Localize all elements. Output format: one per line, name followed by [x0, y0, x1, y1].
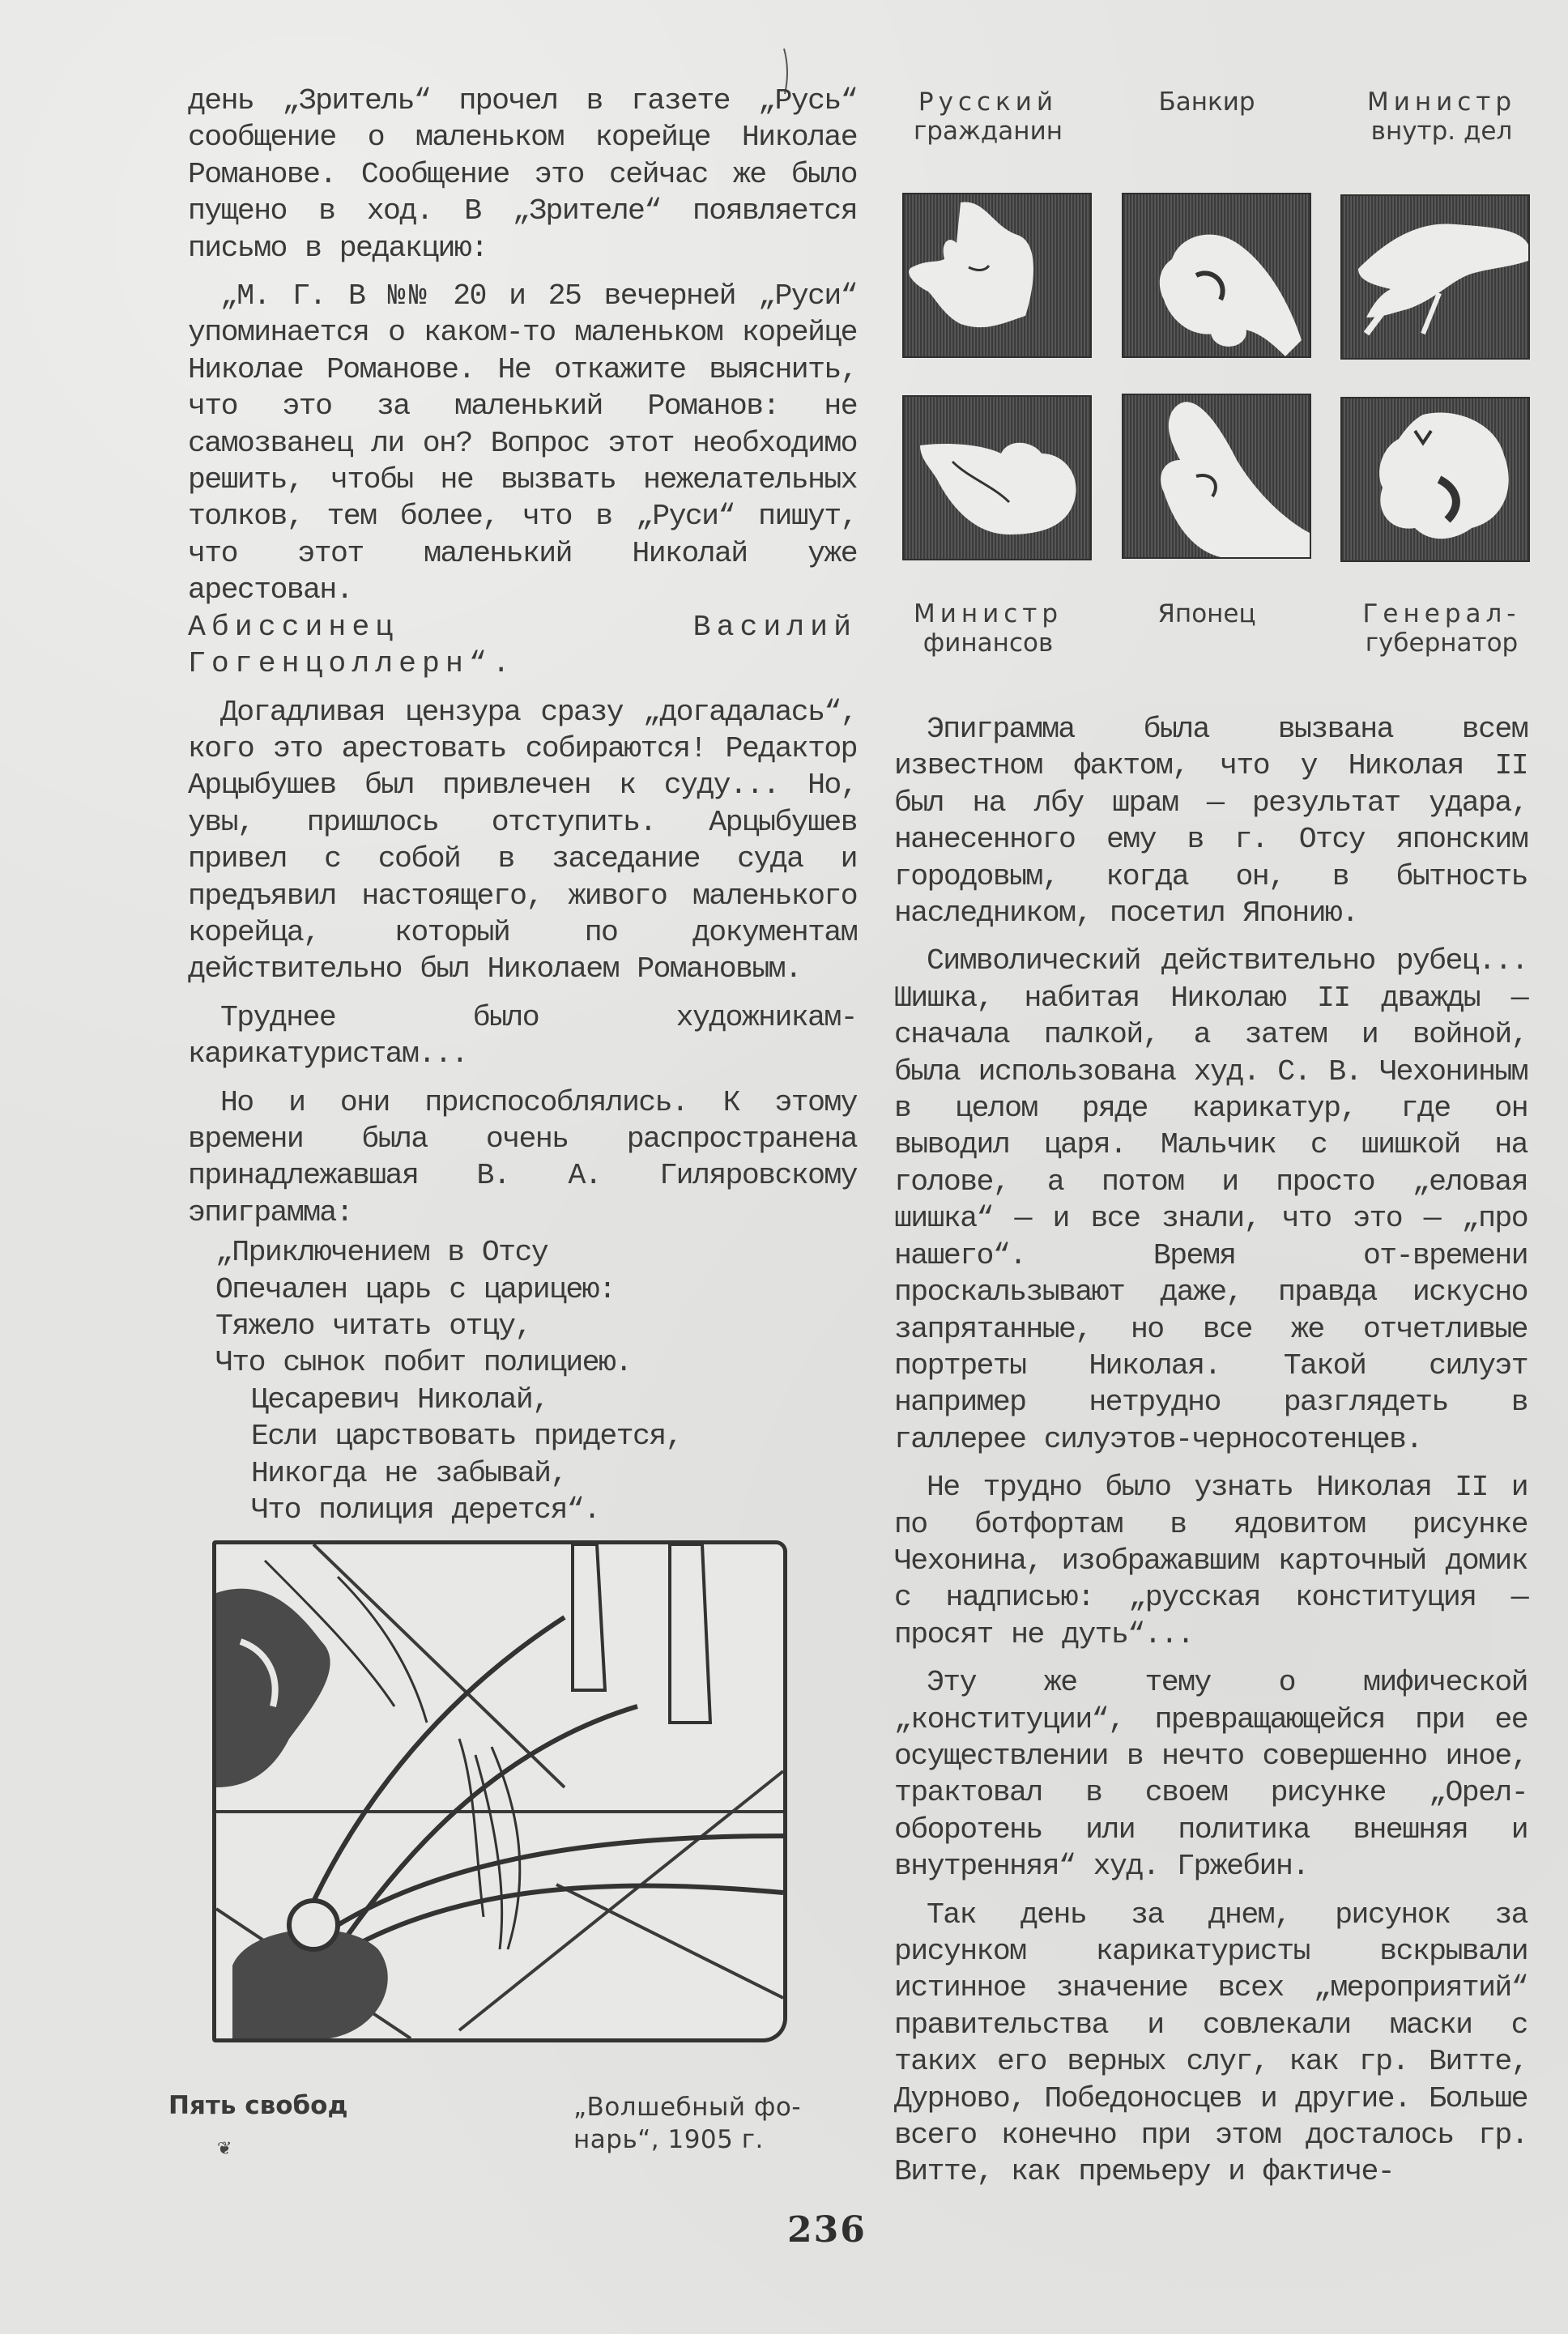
caption-line: нарь“, 1905 г. — [573, 2125, 764, 2154]
label-line: Министр — [1366, 87, 1517, 117]
left-column — [188, 83, 857, 1528]
label-line: губернатор — [1365, 628, 1519, 658]
ornament-icon: ❦ — [217, 2138, 232, 2158]
hand-label-russian-citizen — [887, 87, 1089, 146]
poem-line: Цесаревич Николай, — [251, 1382, 549, 1416]
hand-label-governor-general — [1340, 599, 1543, 658]
poem-line: Опечален царь с царицею: — [215, 1272, 616, 1306]
epigram-poem — [215, 1234, 857, 1528]
poem-line: Тяжело читать отцу, — [215, 1310, 531, 1343]
label-line: финансов — [922, 628, 1054, 658]
hand-image-banker — [1122, 193, 1311, 358]
hand-label-interior-minister — [1340, 87, 1543, 146]
poem-line: Что сынок побит полициею. — [215, 1346, 632, 1380]
caption-source — [573, 2091, 801, 2156]
paragraph: Труднее было художникам-карикатуристам... — [188, 1000, 857, 1071]
paragraph: Символический действительно рубец... Шишка, набитая Николаю II дважды — сначала палкой, а затем и войной, была использована худ. С. В. Чехониным в целом ряде карикатур, где он выводил царя. Мальчик с шишкой на голове, а потом и просто „еловая шишка“ — и все знали, что это — „про нашего“. Время от-времени проскальзывают даже, правда искусно запрятанные, но все же отчетливые портреты Николая. Такой силуэт например нетрудно разглядеть в галлерее силуэтов-черносотенцев. — [894, 944, 1528, 1456]
paragraph: Но и они приспособлялись. К этому времени была очень распространена принадлежавшая В. А. Гиляровскому эпиграмма: — [188, 1085, 857, 1229]
paragraph: Так день за днем, рисунок за рисунком карикатуристы вскрывали истинное значение всех „мероприятий“ правительства и совлекали маски с таких его верных слуг, как гр. Витте, Дурново, Победоносцев и другие. Больше всего конечно при этом досталось гр. Витте, как премьеру и фактиче- — [894, 1897, 1528, 2189]
poem-line: „Приключением в Отсу — [215, 1236, 548, 1270]
poem-line: Если царствовать придется, — [251, 1420, 682, 1454]
label-line: Русский — [918, 87, 1059, 117]
label-line: Банкир — [1158, 87, 1255, 117]
hand-label-banker — [1106, 87, 1308, 117]
caption-five-freedoms: Пять свобод — [168, 2091, 348, 2120]
right-column — [894, 711, 1528, 2191]
letter-quote: „М. Г. В №№ 20 и 25 вечерней „Руси“ упоминается о каком-то маленьком корейце Николае Романове. Не откажите выяснить, что это за маленький Романов: не самозванец ли он? Вопрос этот необходимо решить, чтобы не вызвать нежелательных толков, тем более, что в „Руси“ пишут, что этот маленький Николай уже арестован. — [188, 279, 857, 607]
letter-signature: Абиссинец Василий Гогенцоллерн“. — [188, 610, 857, 681]
chains-drawing — [216, 1544, 783, 2038]
paragraph: Эпиграмма была вызвана всем известном фактом, что у Николая II был на лбу шрам — результат удара, нанесенного ему в г. Отсу японским городовым, когда он, в бытность наследником, посетил Японию. — [894, 713, 1528, 931]
hand-image-governor-general — [1340, 397, 1530, 562]
hand-label-finance-minister — [887, 599, 1089, 658]
hand-label-japanese — [1106, 599, 1308, 628]
label-line: гражданин — [913, 117, 1063, 146]
label-line: Генерал- — [1362, 599, 1521, 628]
page-number: 236 — [787, 2209, 867, 2251]
hands-caricature-figure — [887, 87, 1535, 658]
five-freedoms-illustration — [212, 1540, 787, 2042]
paragraph: день „Зритель“ прочел в газете „Русь“ сообщение о маленьком корейце Николае Романове. Сообщение это сейчас же было пущено в ход. В „Зрителе“ появляется письмо в редакцию: — [188, 84, 857, 265]
label-line: внутр. дел — [1370, 117, 1513, 146]
hand-image-russian-citizen — [902, 193, 1092, 358]
hand-image-finance-minister — [902, 395, 1092, 560]
paragraph: Не трудно было узнать Николая II и по ботфортам в ядовитом рисунке Чехонина, изображавшим карточный домик с надписью: „русская конституция — просят не дуть“... — [894, 1471, 1528, 1651]
caption-line: „Волшебный фо- — [573, 2093, 802, 2122]
label-line: Японец — [1157, 599, 1256, 628]
paragraph: Догадливая цензура сразу „догадалась“, кого это арестовать собираются! Редактор Арцыбушев был привлечен к суду... Но, увы, пришлось отступить. Арцыбушев привел с собой в заседание суда и предъявил настоящего, живого маленького корейца, который по документам действительно был Николаем Романовым. — [188, 695, 857, 986]
poem-line: Никогда не забывай, — [251, 1456, 567, 1490]
poem-line: Что полиция дерется“. — [251, 1493, 600, 1527]
hand-image-interior-minister — [1340, 194, 1530, 360]
hand-image-japanese — [1122, 394, 1311, 559]
paragraph: Эту же тему о мифической „конституции“, превращающейся при ее осуществлении в нечто совершенно иное, трактовал в своем рисунке „Орел-оборотень или политика внешняя и внутренняя“ худ. Гржебин. — [894, 1666, 1528, 1884]
label-line: Министр — [913, 599, 1063, 628]
